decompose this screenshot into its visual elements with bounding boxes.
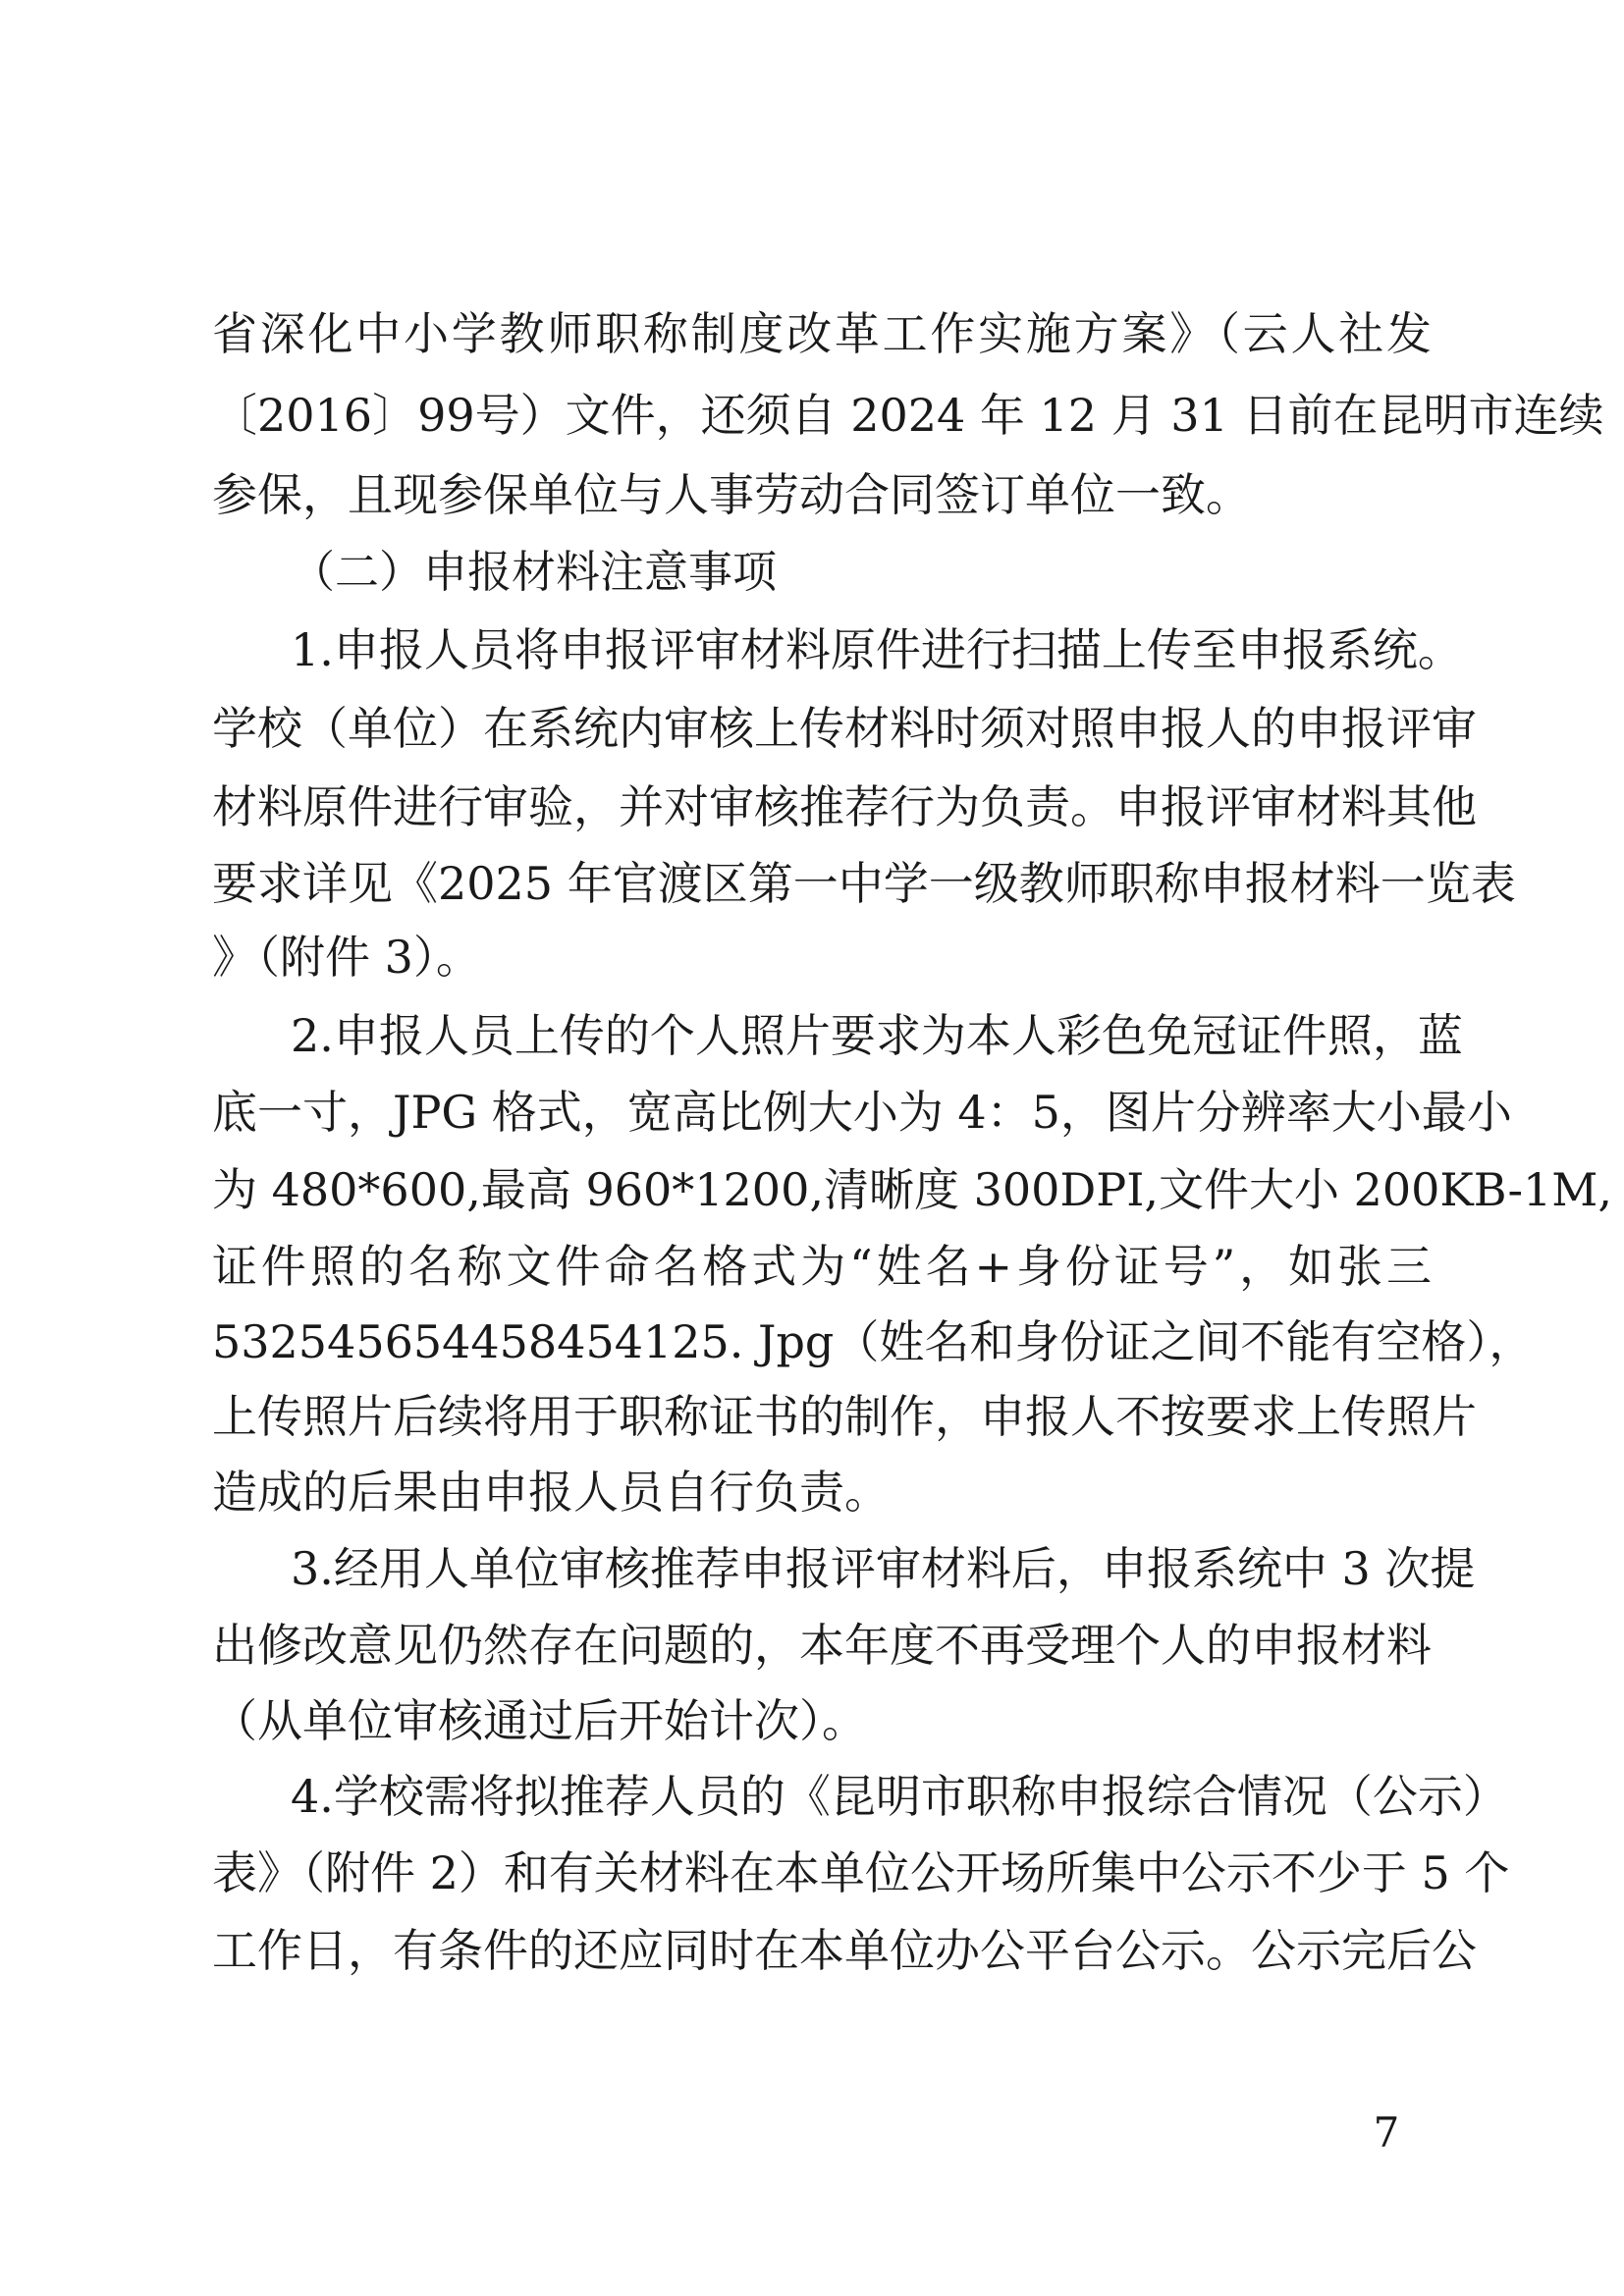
paragraph-line: 532545654458454125. Jpg（姓名和身份证之间不能有空格）， <box>212 1315 1535 1368</box>
paragraph-line: 材料原件进行审验，并对审核推荐行为负责。申报评审材料其他 <box>212 780 1477 833</box>
section-heading: （二）申报材料注意事项 <box>291 546 778 598</box>
paragraph-line: 出修改意见仍然存在问题的，本年度不再受理个人的申报材料 <box>212 1619 1432 1672</box>
paragraph-line: 参保，且现参保单位与人事劳动合同签订单位一致。 <box>212 468 1251 521</box>
paragraph-line: 工作日，有条件的还应同时在本单位办公平台公示。公示完后公 <box>212 1924 1477 1977</box>
paragraph-line: 为 480*600,最高 960*1200,清晰度 300DPI,文件大小 200KB-1M, <box>212 1163 1612 1216</box>
paragraph-line: 2.申报人员上传的个人照片要求为本人彩色免冠证件照，蓝 <box>291 1009 1463 1062</box>
paragraph-line: 》（附件 3）。 <box>212 931 481 984</box>
paragraph-line: 1.申报人员将申报评审材料原件进行扫描上传至申报系统。 <box>291 623 1463 676</box>
paragraph-line: 省深化中小学教师职称制度改革工作实施方案》（云人社发 <box>212 307 1432 360</box>
paragraph-line: 造成的后果由申报人员自行负责。 <box>212 1466 890 1519</box>
paragraph-line: 底一寸，JPG 格式，宽高比例大小为 4：5，图片分辨率大小最小 <box>212 1086 1512 1139</box>
paragraph-line: 证件照的名称文件命名格式为“姓名+身份证号”，如张三 <box>212 1240 1432 1293</box>
paragraph-line: 要求详见《2025 年官渡区第一中学一级教师职称申报材料一览表 <box>212 857 1516 910</box>
paragraph-line: 上传照片后续将用于职称证书的制作，申报人不按要求上传照片 <box>212 1390 1477 1443</box>
paragraph-line: 表》（附件 2）和有关材料在本单位公开场所集中公示不少于 5 个 <box>212 1846 1510 1899</box>
paragraph-line: （从单位审核通过后开始计次）。 <box>212 1694 867 1747</box>
page-number: 7 <box>1373 2109 1400 2157</box>
paragraph-line: 4.学校需将拟推荐人员的《昆明市职称申报综合情况（公示） <box>291 1770 1508 1823</box>
paragraph-line: 学校（单位）在系统内审核上传材料时须对照申报人的申报评审 <box>212 702 1477 755</box>
paragraph-line: 3.经用人单位审核推荐申报评审材料后，申报系统中 3 次提 <box>291 1542 1476 1595</box>
paragraph-line: 〔2016〕99号）文件，还须自 2024 年 12 月 31 日前在昆明市连续 <box>212 389 1604 442</box>
